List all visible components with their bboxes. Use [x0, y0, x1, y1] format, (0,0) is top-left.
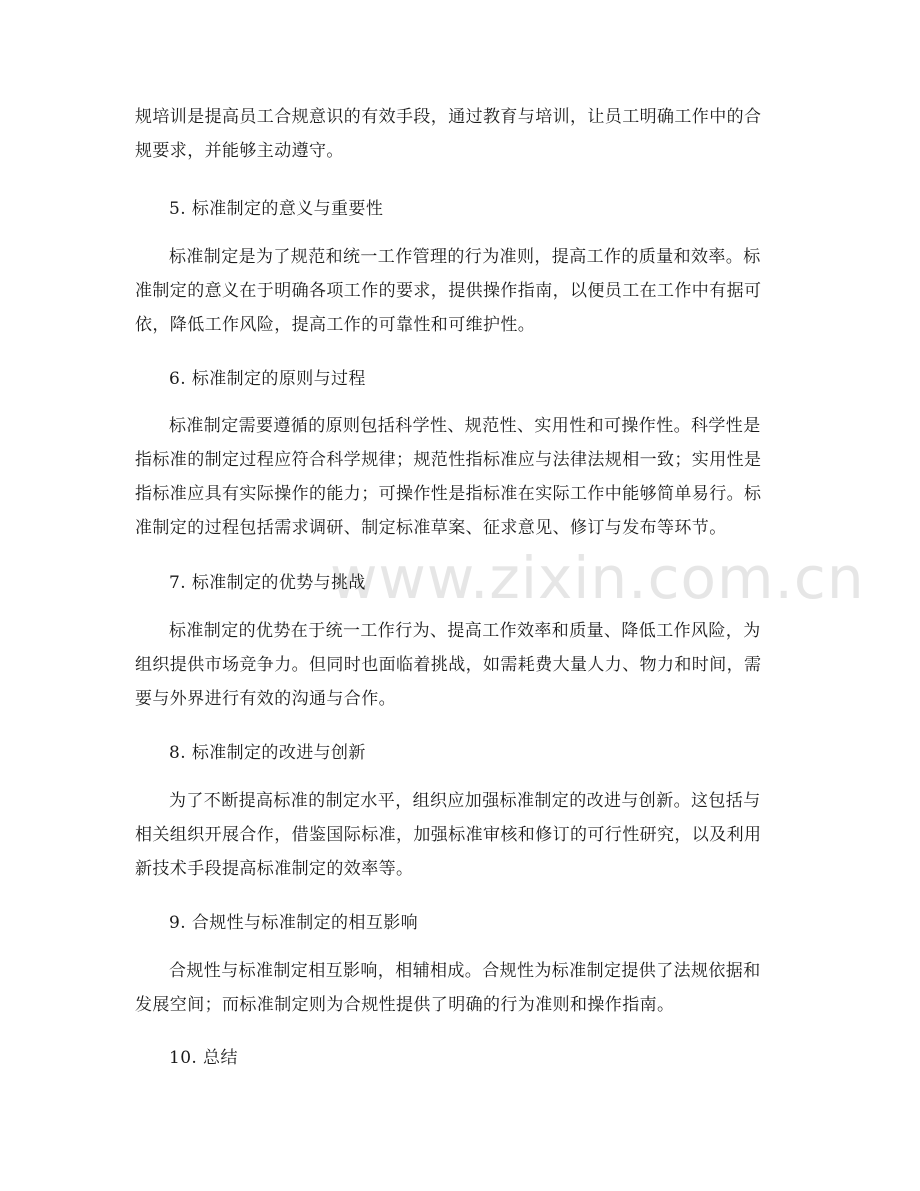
paragraph-line: 规要求，并能够主动遵守。 [135, 141, 344, 161]
section-heading-9: 9. 合规性与标准制定的相互影响 [169, 913, 419, 933]
paragraph-line: 为了不断提高标准的制定水平，组织应加强标准制定的改进与创新。这包括与 [169, 791, 761, 811]
paragraph-line: 标准制定是为了规范和统一工作管理的行为准则，提高工作的质量和效率。标 [169, 247, 761, 267]
section-paragraph-8 [135, 784, 795, 886]
paragraph-line: 指标准的制定过程应符合科学规律；规范性指标准应与法律法规相一致；实用性是 [135, 450, 762, 470]
paragraph-line: 准制定的过程包括需求调研、制定标准草案、征求意见、修订与发布等环节。 [135, 518, 727, 538]
watermark: www.zixin.com.cn [330, 544, 865, 612]
paragraph-line: 指标准应具有实际操作的能力；可操作性是指标准在实际工作中能够简单易行。标 [135, 484, 762, 504]
paragraph-line: 标准制定的优势在于统一工作行为、提高工作效率和质量、降低工作风险，为 [169, 621, 761, 641]
section-heading-7: 7. 标准制定的优势与挑战 [169, 573, 366, 593]
paragraph-line: 合规性与标准制定相互影响，相辅相成。合规性为标准制定提供了法规依据和 [169, 961, 761, 981]
section-paragraph-7 [135, 614, 795, 716]
section-heading-10: 10. 总结 [169, 1048, 238, 1068]
paragraph-line: 相关组织开展合作，借鉴国际标准，加强标准审核和修订的可行性研究，以及利用 [135, 825, 762, 845]
section-paragraph-6 [135, 409, 795, 545]
paragraph-line: 新技术手段提高标准制定的效率等。 [135, 859, 414, 879]
paragraph-line: 标准制定需要遵循的原则包括科学性、规范性、实用性和可操作性。科学性是 [169, 416, 761, 436]
paragraph-line: 依，降低工作风险，提高工作的可靠性和可维护性。 [135, 315, 536, 335]
paragraph-line: 组织提供市场竞争力。但同时也面临着挑战，如需耗费大量人力、物力和时间，需 [135, 655, 762, 675]
paragraph-line: 准制定的意义在于明确各项工作的要求，提供操作指南，以便员工在工作中有据可 [135, 281, 762, 301]
intro-paragraph [135, 100, 795, 168]
section-heading-6: 6. 标准制定的原则与过程 [169, 369, 366, 389]
paragraph-line: 发展空间；而标准制定则为合规性提供了明确的行为准则和操作指南。 [135, 995, 675, 1015]
paragraph-line: 要与外界进行有效的沟通与合作。 [135, 689, 396, 709]
section-heading-8: 8. 标准制定的改进与创新 [169, 743, 366, 763]
section-paragraph-9 [135, 954, 795, 1022]
section-heading-5: 5. 标准制定的意义与重要性 [169, 199, 384, 219]
paragraph-line: 规培训是提高员工合规意识的有效手段，通过教育与培训，让员工明确工作中的合 [135, 107, 762, 127]
section-paragraph-5 [135, 240, 795, 342]
